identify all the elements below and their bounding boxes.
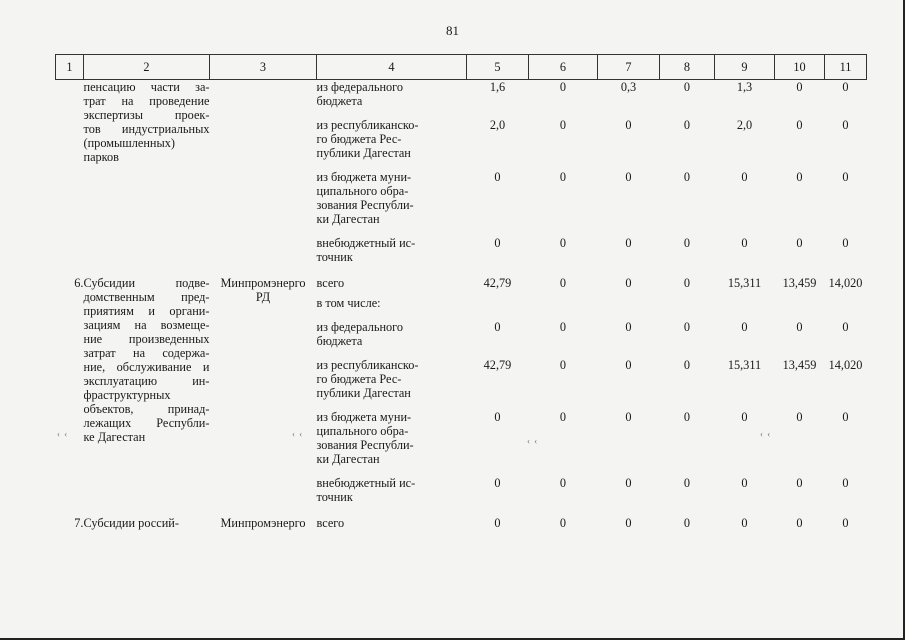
amount-cell: 1,3 <box>736 80 753 94</box>
scan-speck: ‹ ‹ <box>292 429 304 439</box>
measure-name-line: ние произведенных <box>83 332 210 346</box>
amount-cell: 0 <box>741 410 748 424</box>
amount-cell: 42,79 <box>483 276 512 290</box>
measure-name-line: экспертизы проек- <box>83 108 210 122</box>
funding-source <box>317 264 467 290</box>
measure-name-line: фраструктурных <box>83 388 171 402</box>
funding-source-line: го бюджета Рес- <box>316 372 402 386</box>
measure-name <box>84 80 210 265</box>
header-col-6: 6 <box>529 55 598 80</box>
funding-source-line: публики Дагестан <box>316 146 411 160</box>
funding-source-line: из бюджета муни- <box>316 410 412 424</box>
funding-source-line: из федерального <box>316 320 404 334</box>
funding-source-line: из бюджета муни- <box>316 170 412 184</box>
amount-cell: 0 <box>494 410 501 424</box>
amount-cell: 0 <box>741 476 748 490</box>
amount-cell: 0 <box>683 80 691 94</box>
amount-cell: 0 <box>842 410 849 424</box>
measure-name-line: тов индустриальных <box>83 122 210 136</box>
funding-source-line: ки Дагестан <box>316 452 380 466</box>
funding-source-line: ципального обра- <box>316 184 409 198</box>
header-col-1: 1 <box>56 55 84 80</box>
funding-source <box>317 226 467 264</box>
measure-name-line: домственным пред- <box>83 290 210 304</box>
executor <box>210 504 317 530</box>
measure-name-line: ке Дагестан <box>83 430 146 444</box>
amount-cell: 0 <box>842 170 849 184</box>
amount-cell: 0 <box>683 410 691 424</box>
measure-name-line: затрат на содержа- <box>83 346 210 360</box>
amount-cell: 1,6 <box>489 80 506 94</box>
measure-name-line: объектов, принад- <box>83 402 210 416</box>
row-number: 6. <box>74 276 84 290</box>
funding-source-line: ки Дагестан <box>316 212 380 226</box>
amount-cell: 0 <box>559 118 567 132</box>
funding-source-line: точник <box>316 490 353 504</box>
amount-cell: 0 <box>625 276 632 290</box>
amount-cell: 0 <box>796 410 803 424</box>
funding-source-line: внебюджетный ис- <box>316 476 416 490</box>
funding-source <box>317 310 467 348</box>
amount-cell: 0 <box>559 170 567 184</box>
amount-cell: 0 <box>741 170 748 184</box>
measure-name-line: эксплуатацию ин- <box>83 374 210 388</box>
funding-source-line: из федерального <box>316 80 404 94</box>
funding-source-line: зования Республи- <box>316 198 414 212</box>
funding-source-line: зования Республи- <box>316 438 414 452</box>
executor-line: РД <box>255 290 271 304</box>
amount-cell: 0 <box>683 118 691 132</box>
amount-cell: 0 <box>842 80 849 94</box>
page-number: 81 <box>446 23 459 38</box>
amount-cell: 0 <box>842 516 849 530</box>
funding-source <box>317 400 467 466</box>
amount-cell: 14,020 <box>828 358 863 372</box>
header-col-7: 7 <box>598 55 660 80</box>
measure-name-line: зациям на возмеще- <box>83 318 210 332</box>
header-col-2: 2 <box>84 55 210 80</box>
amount-cell: 0 <box>494 516 501 530</box>
amount-cell: 0 <box>796 170 803 184</box>
amount-cell: 13,459 <box>782 358 817 372</box>
amount-cell: 0 <box>741 516 748 530</box>
amount-cell: 0 <box>625 170 632 184</box>
amount-cell: 0 <box>683 358 691 372</box>
measure-name-line: (промышленных) <box>83 136 176 150</box>
row-number: 7. <box>74 516 84 530</box>
funding-source-line: внебюджетный ис- <box>316 236 416 250</box>
funding-source-line: всего <box>316 276 345 290</box>
funding-source-line: го бюджета Рес- <box>316 132 402 146</box>
amount-cell: 0 <box>625 516 632 530</box>
amount-cell: 0 <box>494 476 501 490</box>
amount-cell: 0,3 <box>620 80 637 94</box>
funding-source-line: бюджета <box>316 94 363 108</box>
executor-line: Минпромэнерго <box>220 516 306 530</box>
executor-line: Минпромэнерго <box>220 276 306 290</box>
funding-source <box>317 80 467 109</box>
funding-source-line: в том числе: <box>316 296 381 310</box>
amount-cell: 0 <box>625 320 632 334</box>
amount-cell: 0 <box>625 476 632 490</box>
funding-source-line: из республиканско- <box>316 118 419 132</box>
scan-speck: ‹ ‹ <box>760 429 772 439</box>
amount-cell: 15,311 <box>727 276 762 290</box>
amount-cell: 0 <box>683 476 691 490</box>
amount-cell: 42,79 <box>483 358 512 372</box>
amount-cell: 0 <box>683 276 691 290</box>
executor <box>210 264 317 504</box>
amount-cell <box>467 290 529 310</box>
measure-name-line: Субсидии россий- <box>83 516 179 530</box>
amount-cell: 0 <box>559 476 567 490</box>
table-body <box>56 80 867 531</box>
funding-source-line: всего <box>316 516 345 530</box>
funding-source-line: из республиканско- <box>316 358 419 372</box>
funding-source <box>317 504 467 530</box>
amount-cell: 0 <box>796 118 803 132</box>
scan-speck: ‹ ‹ <box>527 436 539 446</box>
amount-cell: 0 <box>796 80 803 94</box>
amount-cell: 2,0 <box>489 118 506 132</box>
amount-cell <box>660 290 715 310</box>
amount-cell: 0 <box>494 236 501 250</box>
funding-source-line: публики Дагестан <box>316 386 411 400</box>
amount-cell: 0 <box>741 320 748 334</box>
amount-cell: 0 <box>559 320 567 334</box>
amount-cell: 0 <box>559 80 567 94</box>
measure-name <box>84 504 210 530</box>
amount-cell: 2,0 <box>736 118 753 132</box>
amount-cell: 0 <box>625 118 632 132</box>
header-col-4: 4 <box>317 55 467 80</box>
table-row <box>56 80 867 109</box>
measure-name-line: ние, обслуживание и <box>83 360 210 374</box>
amount-cell: 0 <box>683 320 691 334</box>
row-number <box>56 80 84 265</box>
amount-cell: 0 <box>559 410 567 424</box>
scan-speck: ‹ ‹ <box>57 429 69 439</box>
measure-name-line: приятиям и органи- <box>83 304 210 318</box>
amount-cell: 0 <box>494 170 501 184</box>
header-col-9: 9 <box>715 55 775 80</box>
amount-cell: 0 <box>559 516 567 530</box>
amount-cell: 0 <box>796 516 803 530</box>
table-row <box>56 504 867 530</box>
funding-source-line: бюджета <box>316 334 363 348</box>
amount-cell: 0 <box>559 276 567 290</box>
measure-name-line: Субсидии подве- <box>83 276 210 290</box>
amount-cell <box>825 290 867 310</box>
amount-cell: 0 <box>625 410 632 424</box>
funding-source <box>317 466 467 504</box>
amount-cell: 0 <box>842 320 849 334</box>
measure-name <box>84 264 210 504</box>
amount-cell <box>775 290 825 310</box>
header-row <box>56 55 867 80</box>
table-row <box>56 264 867 290</box>
measure-name-line: трат на проведение <box>83 94 210 108</box>
measure-name-line: лежащих Республи- <box>83 416 210 430</box>
amount-cell: 13,459 <box>782 276 817 290</box>
header-col-10: 10 <box>775 55 825 80</box>
funding-source-line: ципального обра- <box>316 424 409 438</box>
header-col-11: 11 <box>825 55 867 80</box>
amount-cell: 0 <box>683 236 691 250</box>
amount-cell: 0 <box>625 358 632 372</box>
amount-cell: 0 <box>625 236 632 250</box>
header-col-3: 3 <box>210 55 317 80</box>
amount-cell <box>598 290 660 310</box>
amount-cell <box>715 290 775 310</box>
amount-cell <box>529 290 598 310</box>
amount-cell: 0 <box>842 236 849 250</box>
amount-cell: 14,020 <box>828 276 863 290</box>
amount-cell: 0 <box>559 358 567 372</box>
budget-table <box>55 54 867 530</box>
amount-cell: 0 <box>842 476 849 490</box>
amount-cell: 0 <box>796 320 803 334</box>
measure-name-line: парков <box>83 150 119 164</box>
amount-cell: 0 <box>741 236 748 250</box>
amount-cell: 0 <box>494 320 501 334</box>
amount-cell: 0 <box>796 236 803 250</box>
funding-source <box>317 160 467 226</box>
amount-cell: 0 <box>683 170 691 184</box>
funding-source <box>317 290 467 310</box>
measure-name-line: пенсацию части за- <box>83 80 210 94</box>
amount-cell: 0 <box>796 476 803 490</box>
amount-cell: 0 <box>559 236 567 250</box>
header-col-8: 8 <box>660 55 715 80</box>
funding-source <box>317 348 467 400</box>
header-col-5: 5 <box>467 55 529 80</box>
amount-cell: 0 <box>683 516 691 530</box>
funding-source <box>317 108 467 160</box>
amount-cell: 0 <box>842 118 849 132</box>
amount-cell: 15,311 <box>727 358 762 372</box>
executor <box>210 80 317 265</box>
funding-source-line: точник <box>316 250 353 264</box>
